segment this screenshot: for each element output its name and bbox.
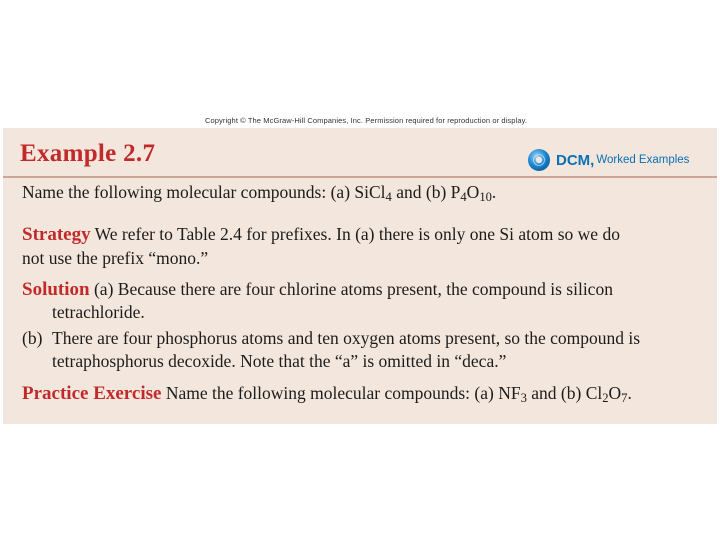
dcm-brand: DCM, xyxy=(556,151,595,169)
solution-heading: Solution xyxy=(22,279,90,300)
solution-line-1: Solution (a) Because there are four chlorine atoms present, the compound is silicon xyxy=(22,279,613,300)
header-divider xyxy=(3,176,717,178)
question-text: Name the following molecular compounds: (a) SiCl$_4$ and (b) $P_4O_{10}$. xyxy=(22,182,497,205)
practice-heading: Practice Exercise xyxy=(22,383,162,404)
solution-line-3: There are four phosphorus atoms and ten oxygen atoms present, so the compound is xyxy=(52,328,641,348)
solution-b-marker: (b) xyxy=(22,328,43,348)
strategy-line-1: Strategy We refer to Table 2.4 for prefixes. In (a) there is only one Si atom so we do xyxy=(22,224,620,245)
dcm-label: Worked Examples xyxy=(596,154,690,166)
strategy-heading: Strategy xyxy=(22,224,91,245)
solution-line-2: tetrachloride. xyxy=(52,302,145,322)
strategy-line-2: not use the prefix “mono.” xyxy=(22,248,209,268)
copyright-notice: Copyright © The McGraw-Hill Companies, Inc. Permission required for reproduction or display. xyxy=(205,116,528,125)
dcm-worked-examples-link[interactable] xyxy=(527,147,689,173)
disc-icon xyxy=(527,148,551,172)
solution-line-4: tetraphosphorus decoxide. Note that the “a” is omitted in “deca.” xyxy=(52,351,507,371)
practice-line: Practice Exercise Name the following molecular compounds: (a) $NF_3$ and (b) $Cl_2O_7$. xyxy=(22,383,632,406)
example-title: Example 2.7 xyxy=(20,140,156,167)
